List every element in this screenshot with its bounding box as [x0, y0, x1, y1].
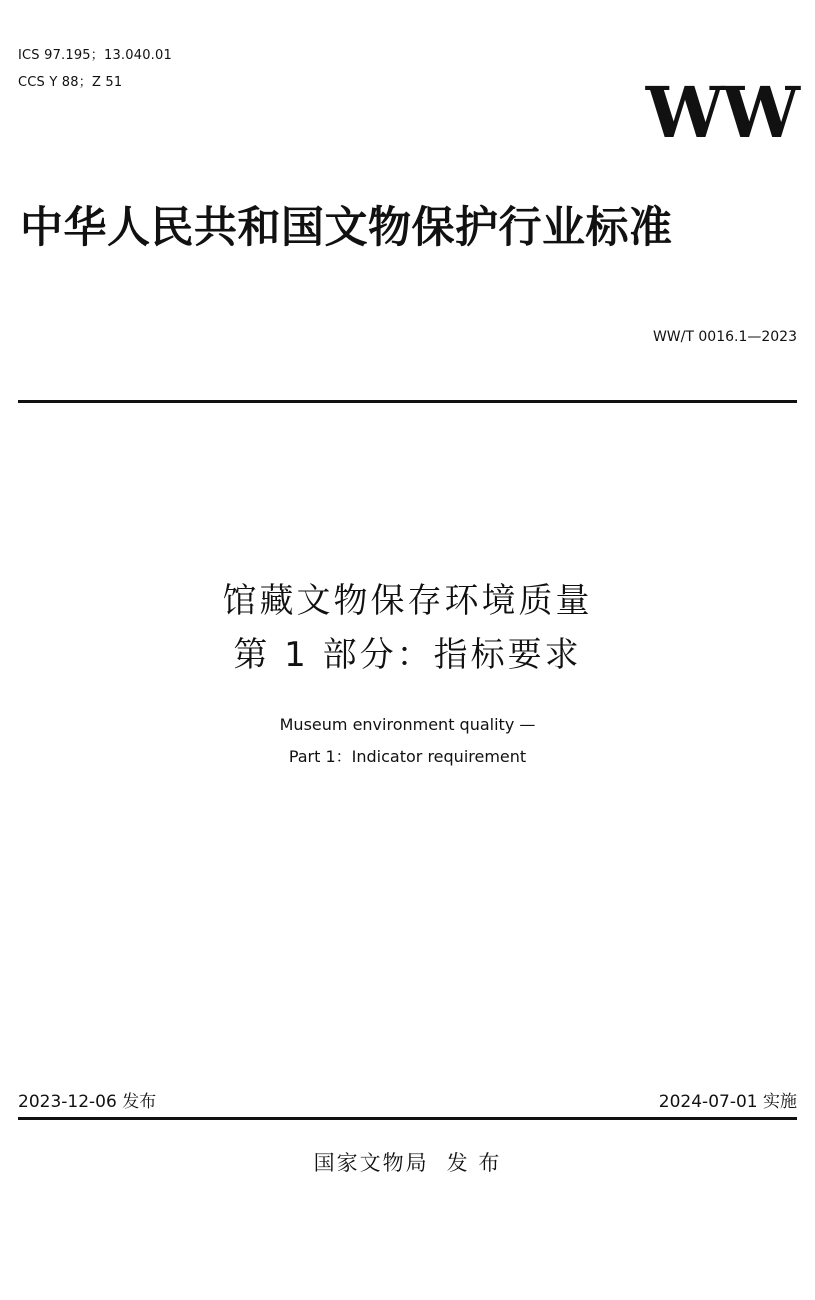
- top-divider: [18, 400, 797, 403]
- standard-number: WW/T 0016.1—2023: [652, 329, 797, 345]
- publisher-action: 发 布: [446, 1151, 502, 1175]
- ccs-code: CCS Y 88；Z 51: [18, 75, 123, 90]
- ww-logo: WW: [645, 71, 797, 154]
- document-title-cn-line2: 第 1 部分：指标要求: [233, 635, 582, 675]
- document-title-en-line2: Part 1：Indicator requirement: [288, 747, 527, 766]
- publisher-name: 国家文物局: [313, 1151, 429, 1175]
- bottom-divider: [18, 1117, 797, 1120]
- ics-code: ICS 97.195；13.040.01: [18, 48, 172, 63]
- publisher-line: [0, 1147, 815, 1177]
- document-title-en-line1: Museum environment quality —: [279, 715, 536, 734]
- standard-category-title: 中华人民共和国文物保护行业标准: [20, 203, 673, 253]
- document-title-cn-line1: 馆藏文物保存环境质量: [222, 581, 593, 621]
- implementation-date: 2024-07-01 实施: [658, 1092, 797, 1112]
- issue-date: 2023-12-06 发布: [18, 1092, 157, 1112]
